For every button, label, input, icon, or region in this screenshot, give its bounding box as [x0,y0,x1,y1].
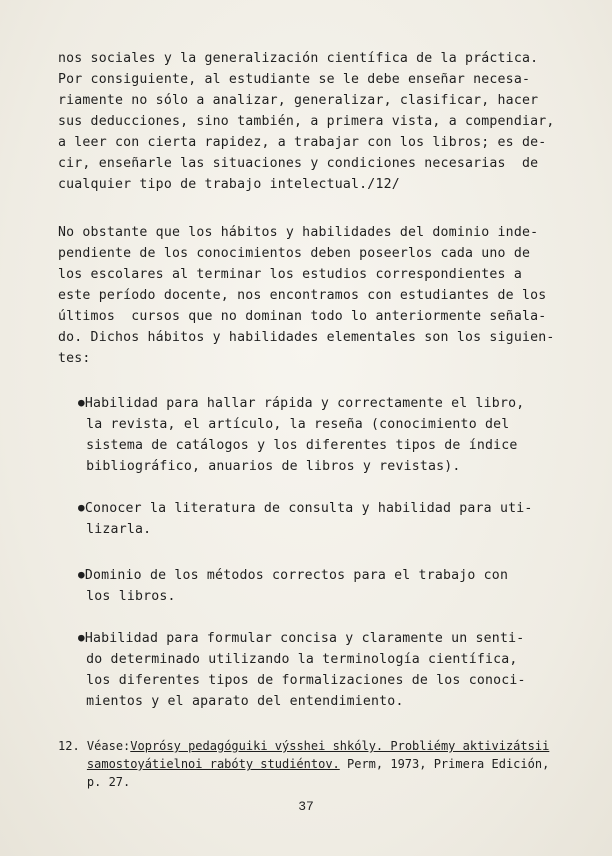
footnote-title: Voprósy pedagóguiki výsshei shkóly. Probliémy aktivizátsii [130,739,550,753]
paragraph-2: No obstante que los hábitos y habilidades del dominio inde- pendiente de los conocimientos deben poseerlos cada uno de los escolares al terminar los estudios correspondientes a este período docente, nos encontramos con estudiantes de los últimos cursos que no dominan todo lo anteriormente señala- do. Dichos hábitos y habilidades elementales son los siguien- tes: [58,225,555,366]
list-item: ●Conocer la literatura de consulta y habilidad para uti- lizarla. [78,501,533,537]
paragraph-1: nos sociales y la generalización científica de la práctica. Por consiguiente, al estudiante se le debe enseñar necesa- riamente no sólo a analizar, generalizar, clasificar, hacer sus deducciones, sino también, a primera vista, a compendiar, a leer con cierta rapidez, a trabajar con los libros; es de- cir, enseñarle las situaciones y condiciones necesarias de cualquier tipo de trabajo intelectual./12/ [58,51,555,192]
list-item: ●Habilidad para formular concisa y claramente un senti- do determinado utilizando la terminología científica, los diferentes tipos de formalizaciones de los conoci- mientos y el aparato del entendimiento. [78,631,526,709]
bullet-icon: ● [78,501,85,514]
list-item: ●Habilidad para hallar rápida y correctamente el libro, la revista, el artículo, la reseña (conocimiento del sistema de catálogos y los diferentes tipos de índice bibliográfico, anuarios de libros y revistas). [78,396,525,474]
bullet-icon: ● [78,396,85,409]
page-number: 37 [298,799,314,814]
footnote: 12. Véase:Voprósy pedagóguiki výsshei shkóly. Probliémy aktivizátsii samostoyátielnoi rabóty studiéntov. Perm, 1973, Primera Edición, p. 27. [58,739,550,789]
bullet-icon: ● [78,631,85,644]
list-item: ●Dominio de los métodos correctos para el trabajo con los libros. [78,568,509,604]
bullet-icon: ● [78,568,85,581]
footnote-title-continued: samostoyátielnoi rabóty studiéntov. [86,757,340,771]
